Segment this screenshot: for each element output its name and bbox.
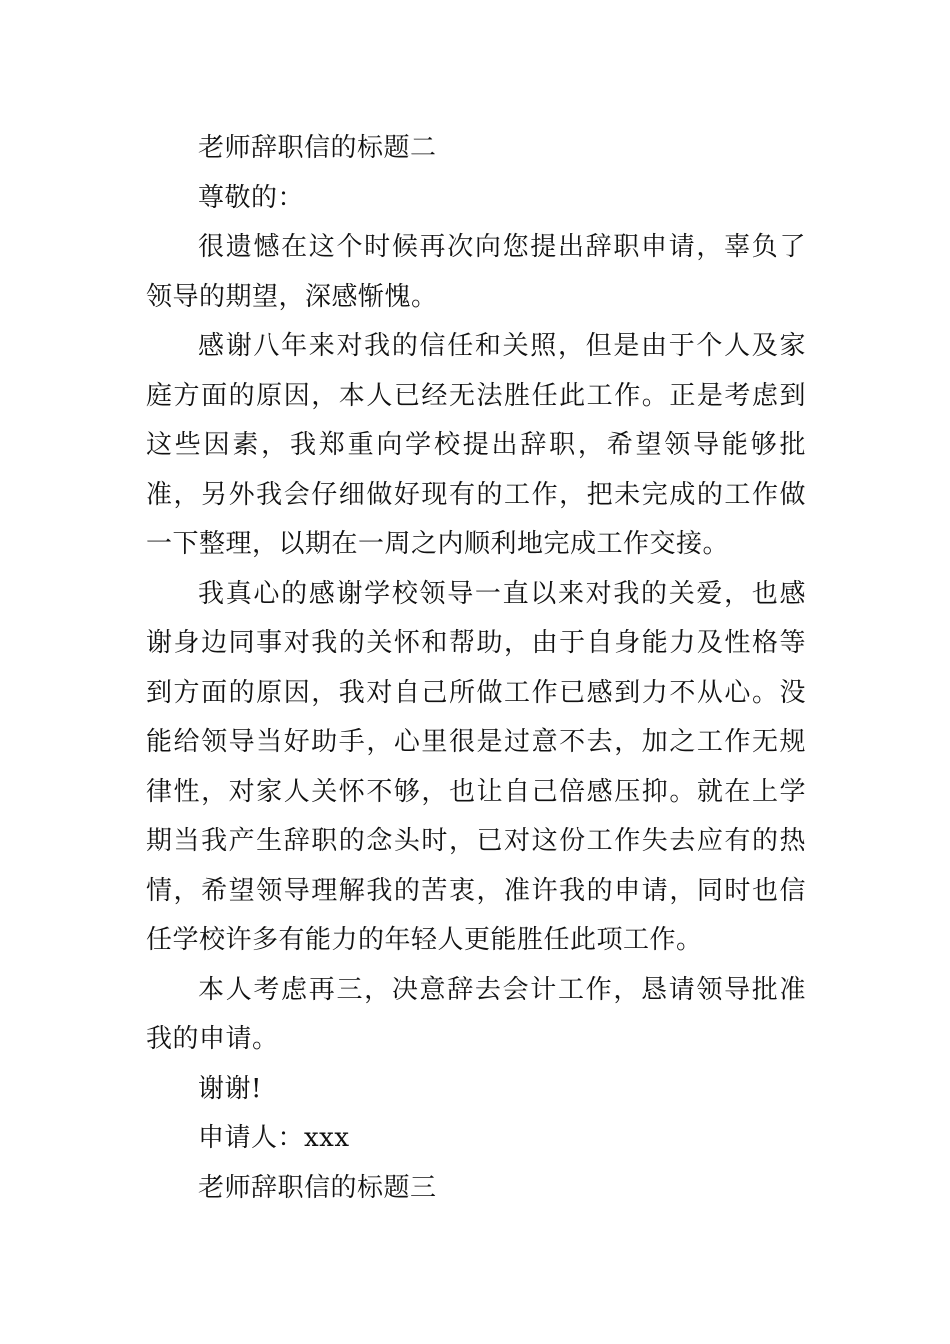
closing-thanks: 谢谢! — [198, 1073, 262, 1104]
paragraph-4: 本人考虑再三，决意辞去会计工作，恳请领导批准我的申请。 — [146, 974, 806, 1054]
paragraph-1: 很遗憾在这个时候再次向您提出辞职申请，辜负了领导的期望，深感惭愧。 — [146, 232, 806, 312]
salutation: 尊敬的： — [198, 182, 305, 213]
paragraph-3: 我真心的感谢学校领导一直以来对我的关爱，也感谢身边同事对我的关怀和帮助，由于自身能力及性格等到方面的原因，我对自己所做工作已感到力不从心。没能给领导当好助手，心里很是过意不去，加之工作无规律性，对家人关怀不够，也让自己倍感压抑。就在上学期当我产生辞职的念头时，已对这份工作失去应有的热情，希望领导理解我的苦衷，准许我的申请，同时也信任学校许多有能力的年轻人更能胜任此项工作。 — [146, 578, 806, 955]
section-heading-2: 老师辞职信的标题二 — [198, 133, 437, 163]
applicant-signature: 申请人：xxx — [198, 1123, 350, 1153]
letter-body — [146, 124, 806, 1213]
paragraph-2: 感谢八年来对我的信任和关照，但是由于个人及家庭方面的原因，本人已经无法胜任此工作。正是考虑到这些因素，我郑重向学校提出辞职，希望领导能够批准，另外我会仔细做好现有的工作，把未完成的工作做一下整理，以期在一周之内顺利地完成工作交接。 — [146, 331, 806, 559]
section-heading-3: 老师辞职信的标题三 — [198, 1172, 437, 1203]
